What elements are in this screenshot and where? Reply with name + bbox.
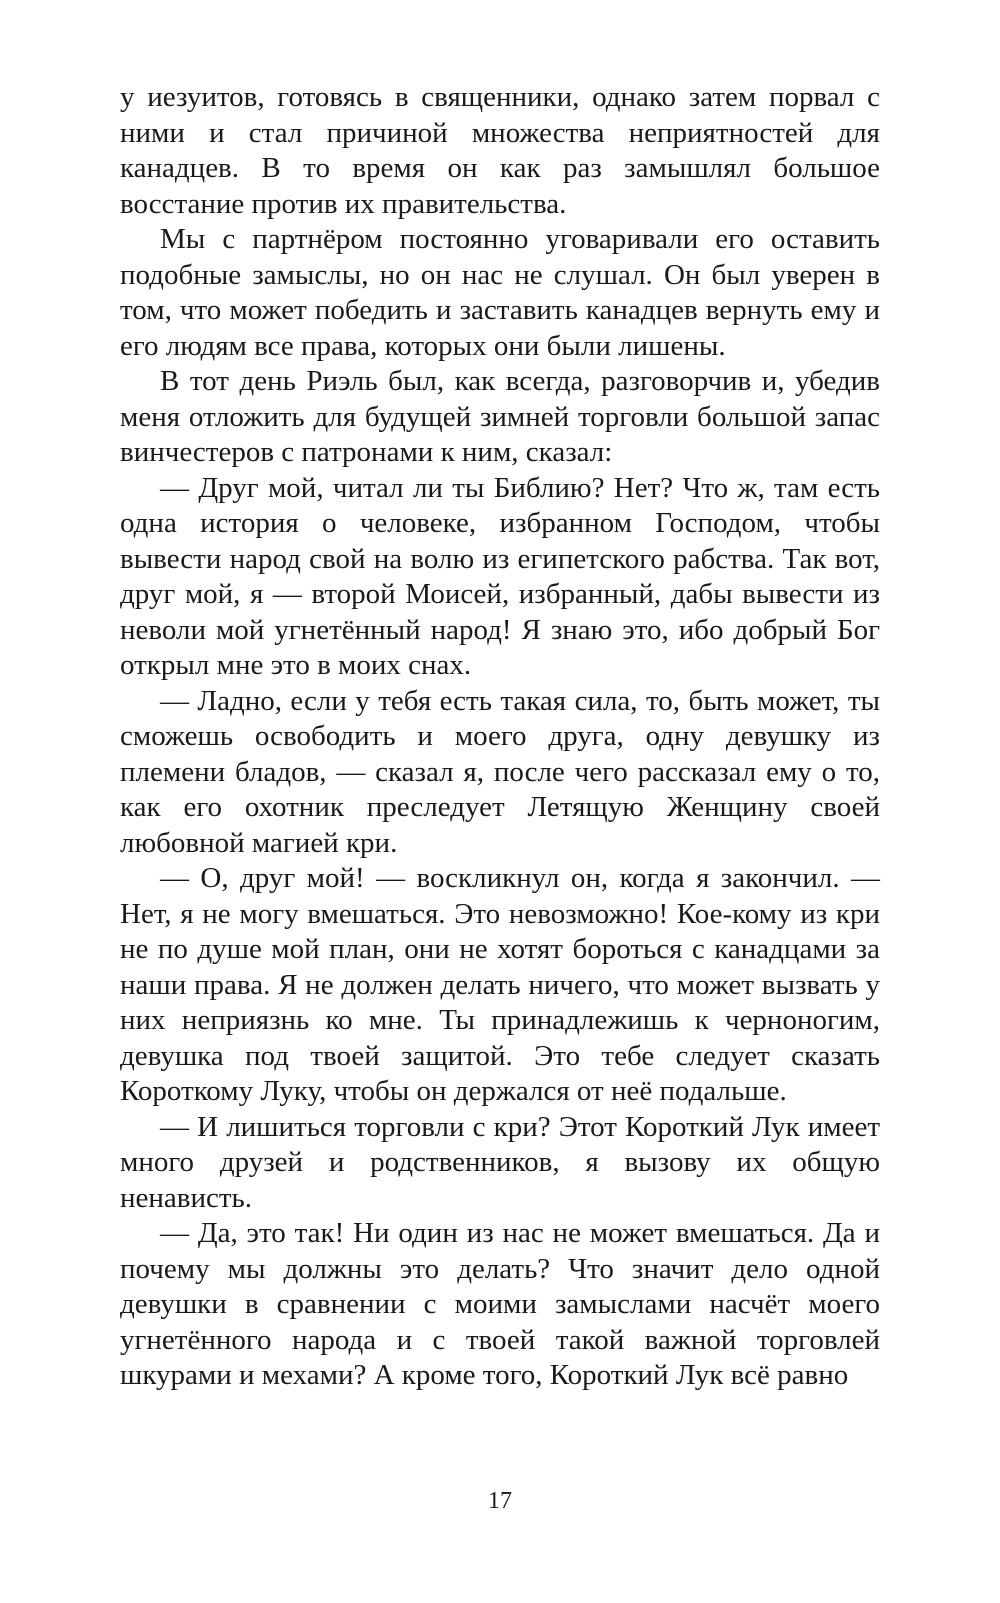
page-number: 17 (488, 1488, 512, 1514)
paragraph: Мы с партнёром постоянно уговаривали его оставить подобные замыслы, но он нас не слушал. Он был уверен в том, что может победить и заставить канадцев вернуть ему и его людям все права, которых они были лишены. (120, 223, 880, 362)
paragraph: — Друг мой, читал ли ты Библию? Нет? Что ж, там есть одна история о человеке, избранном Господом, чтобы вывести народ свой на волю из египетского рабства. Так вот, друг мой, я — второй Моисей, избранный, дабы вывести из неволи мой угнетённый народ! Я знаю это, ибо добрый Бог открыл мне это в моих снах. (120, 471, 880, 681)
paragraph: у иезуитов, готовясь в священники, однако затем порвал с ними и стал причиной множества неприятностей для канадцев. В то время он как раз замышлял большое восстание против их правительства. (120, 81, 880, 220)
paragraph: — Да, это так! Ни один из нас не может вмешаться. Да и почему мы должны это делать? Что значит дело одной девушки в сравнении с моими замыслами насчёт моего угнетённого народа и с твоей такой важной торговлей шкурами и мехами? А кроме того, Короткий Лук всё равно (120, 1217, 880, 1391)
paragraph: — О, друг мой! — воскликнул он, когда я закончил. — Нет, я не могу вмешаться. Это невозможно! Кое-кому из кри не по душе мой план, они не хотят бороться с канадцами за наши права. Я не должен делать ничего, что может вызвать у них неприязнь ко мне. Ты принадлежишь к черноногим, девушка под твоей защитой. Это тебе следует сказать Короткому Луку, чтобы он держался от неё подальше. (120, 862, 880, 1107)
body-text (120, 80, 880, 1394)
paragraph: В тот день Риэль был, как всегда, разговорчив и, убедив меня отложить для будущей зимней торговли большой запас винчестеров с патронами к ним, сказал: (120, 365, 880, 468)
paragraph: — И лишиться торговли с кри? Этот Короткий Лук имеет много друзей и родственников, я вызову их общую ненависть. (120, 1110, 880, 1214)
paragraph: — Ладно, если у тебя есть такая сила, то, быть может, ты сможешь освободить и моего друга, одну девушку из племени бладов, — сказал я, после чего рассказал ему о то, как его охотник преследует Летящую Женщину своей любовной магией кри. (120, 684, 880, 859)
